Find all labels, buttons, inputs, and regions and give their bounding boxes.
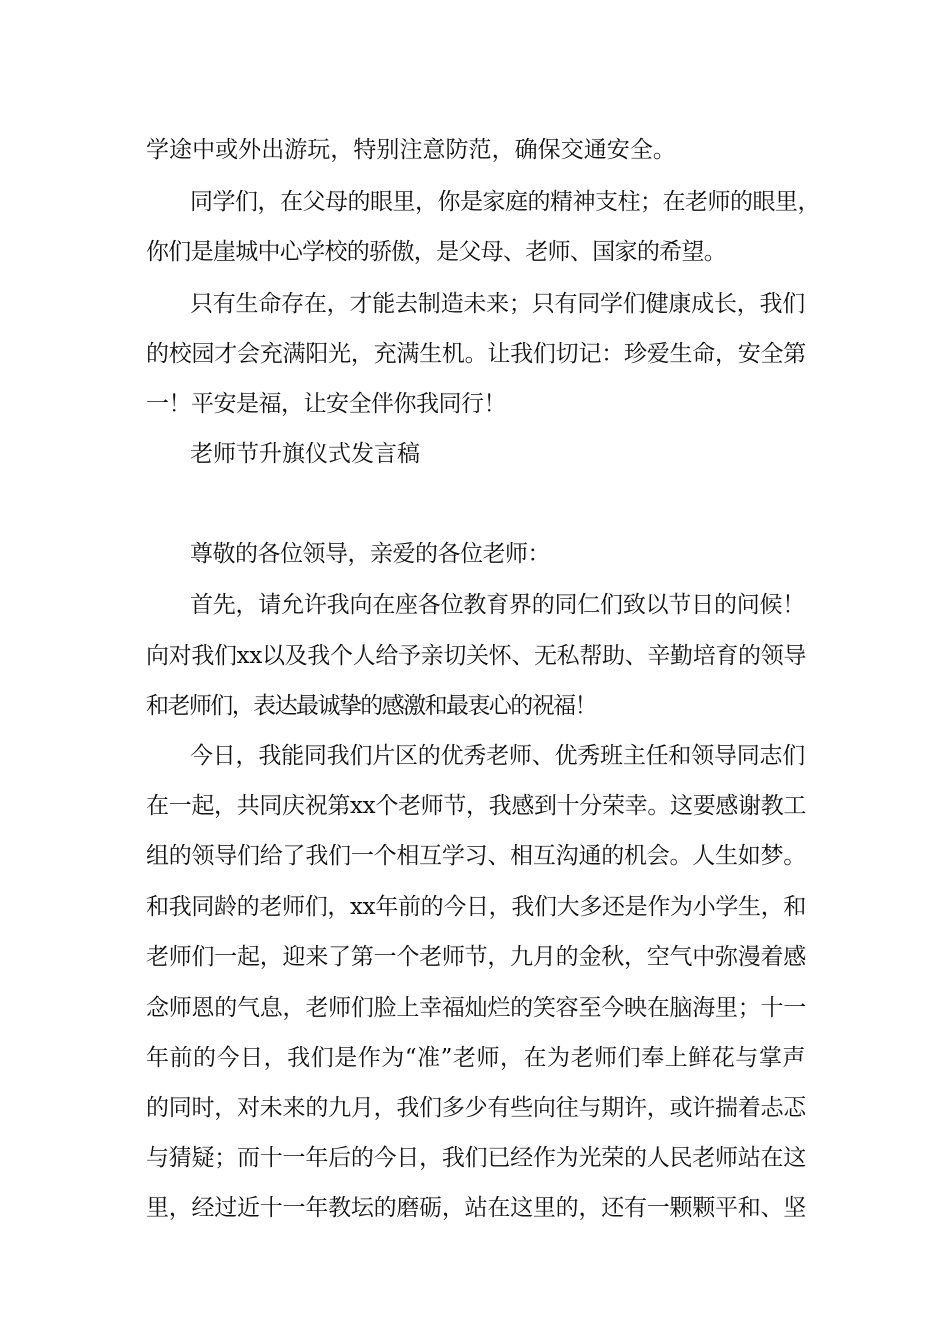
text-line: 的校园才会充满阳光，充满生机。让我们切记：珍爱生命，安全第 [146, 341, 807, 367]
text-line: 念师恩的气息，老师们脸上幸福灿烂的笑容至今映在脑海里；十一 [146, 995, 807, 1021]
text-line: 在一起，共同庆祝第xx个老师节，我感到十分荣幸。这要感谢教工 [146, 793, 807, 819]
salutation: 尊敬的各位领导，亲爱的各位老师： [190, 541, 550, 567]
text-line: 老师们一起，迎来了第一个老师节，九月的金秋，空气中弥漫着感 [146, 944, 807, 970]
text-line: 你们是崖城中心学校的骄傲，是父母、老师、国家的希望。 [146, 239, 727, 265]
text-line: 只有生命存在，才能去制造未来；只有同学们健康成长，我们 [190, 291, 806, 317]
text-line: 的同时，对未来的九月，我们多少有些向往与期许，或许揣着忐忑 [146, 1095, 807, 1121]
text-line: 同学们，在父母的眼里，你是家庭的精神支柱；在老师的眼里， [190, 189, 820, 215]
text-line: 首先，请允许我向在座各位教育界的同仁们致以节日的问候！ [190, 592, 806, 618]
text-line: 和老师们，表达最诚挚的感激和最衷心的祝福！ [146, 693, 597, 719]
document-subtitle: 老师节升旗仪式发言稿 [190, 441, 420, 467]
text-line: 学途中或外出游玩，特别注意防范，确保交通安全。 [146, 137, 676, 163]
text-line: 一！平安是福，让安全伴你我同行！ [146, 391, 506, 417]
text-line: 和我同龄的老师们，xx年前的今日，我们大多还是作为小学生，和 [146, 894, 807, 920]
text-line: 组的领导们给了我们一个相互学习、相互沟通的机会。人生如梦。 [146, 843, 807, 869]
text-line: 里，经过近十一年教坛的磨砺，站在这里的，还有一颗颗平和、坚 [146, 1195, 807, 1221]
text-line: 年前的今日，我们是作为“准”老师，在为老师们奉上鲜花与掌声 [146, 1045, 806, 1071]
text-line: 与猜疑；而十一年后的今日，我们已经作为光荣的人民老师站在这 [146, 1145, 807, 1171]
text-line: 向对我们xx以及我个人给予亲切关怀、无私帮助、辛勤培育的领导 [146, 643, 807, 669]
text-line: 今日，我能同我们片区的优秀老师、优秀班主任和领导同志们 [190, 743, 806, 769]
